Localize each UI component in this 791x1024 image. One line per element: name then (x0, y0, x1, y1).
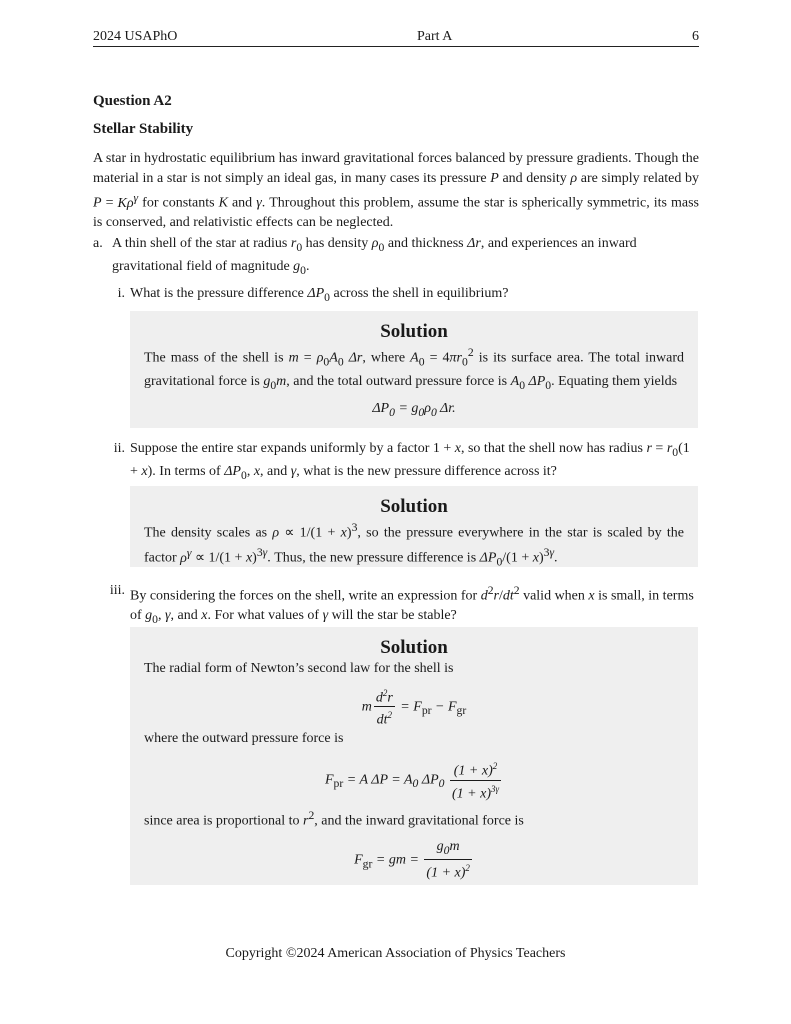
question-a-iii-label: iii. (109, 583, 125, 598)
solution-text: The density scales as $\rho \propto 1/(1 + x)^3$, so the pressure everywhere in the star is scaled by the factor $\rho^\gamma \propto 1/(1 + x)^{3\gamma}$. Thus, the new pressure difference is $\Delta P_0/(1 + x)^{3\gamma}$. (144, 521, 685, 569)
header-part: Part A (417, 29, 453, 44)
question-a-ii-label: ii. (113, 441, 125, 456)
header-exam-name: 2024 USAPhO (93, 29, 178, 44)
header-page-number: 6 (691, 29, 699, 44)
solution-box-ii (130, 486, 698, 567)
part-a-label: a. (93, 236, 103, 251)
equation-gravity-force: $F_{gr}$ = gm = $\frac{g_0m}{(1 + x)^2}$ (354, 839, 470, 881)
question-a-iii (109, 581, 698, 629)
solution-text: The mass of the shell is $m = \rho_0A_0$ Δr, where $A_0 = 4\pi r_0^2$ is its surface area. The total inward gravitational force is $g_0m$, and the total outward pressure force is $A_0$ $\Delta P_0$. Equating them yields (144, 346, 685, 392)
solution-title: Solution (380, 321, 448, 342)
solution-box-iii (130, 627, 698, 885)
solution-title: Solution (380, 637, 448, 658)
copyright-footer: Copyright ©2024 American Association of Physics Teachers (225, 946, 566, 961)
question-a-i-text: What is the pressure difference $\Delta P_0$ across the shell in equilibrium? (130, 286, 509, 304)
solution-line-pressure: where the outward pressure force is (144, 730, 344, 746)
equation-pressure-force: $F_{pr} = A$ $\Delta P = A_0$ $\Delta P_0$ $\frac{(1 + x)^2}{(1 + x)^{3\gamma}}$ (130, 758, 698, 798)
part-a-text: A thin shell of the star at radius $r_0$ has density $\rho_0$ and thickness Δr, and experiences an inward gravitational field of magnitude $g_0$. (112, 236, 637, 278)
solution-title: Solution (380, 496, 448, 517)
question-title: Stellar Stability (93, 121, 194, 137)
solution-equation: $\Delta P_0 = g_0\rho_0$ Δr. (372, 401, 456, 420)
question-a-ii-text: Suppose the entire star expands uniformly by a factor 1 + x, so that the shell now has radius $r = r_0(1 + x)$. In terms of $\Delta P_0$, x, and γ, what is the new pressure difference across it? (130, 441, 690, 483)
solution-line-gravity: since area is proportional to $r^2$, and the inward gravitational force is (144, 809, 524, 829)
solution-line-newton: The radial form of Newton’s second law for the shell is (144, 661, 454, 676)
running-header (93, 29, 699, 45)
question-a-iii-text: By considering the forces on the shell, write an expression for $d^2r/dt^2$ valid when x is small, in terms of $g_0$, γ, and x. For what values of γ will the star be stable? (130, 584, 694, 626)
equation-newton: m $\frac{d^2r}{dt^2}$ = $F_{pr} - F_{gr}$ (130, 685, 698, 725)
question-a-i (117, 284, 698, 307)
question-number: Question A2 (93, 93, 172, 109)
question-a-i-label: i. (117, 286, 125, 301)
question-a-ii (113, 439, 698, 486)
solution-box-i (130, 311, 698, 428)
intro-paragraph: A star in hydrostatic equilibrium has inward gravitational forces balanced by pressure gradients. Though the material in a star is not simply an ideal gas, in many cases its pressure P and density ρ are simply related by $P = K\rho^\gamma$ for constants K and γ. Throughout this problem, assume the star is spherically symmetric, its mass is conserved, and relativistic effects can be neglected. (93, 151, 700, 231)
header-rule (93, 46, 699, 47)
